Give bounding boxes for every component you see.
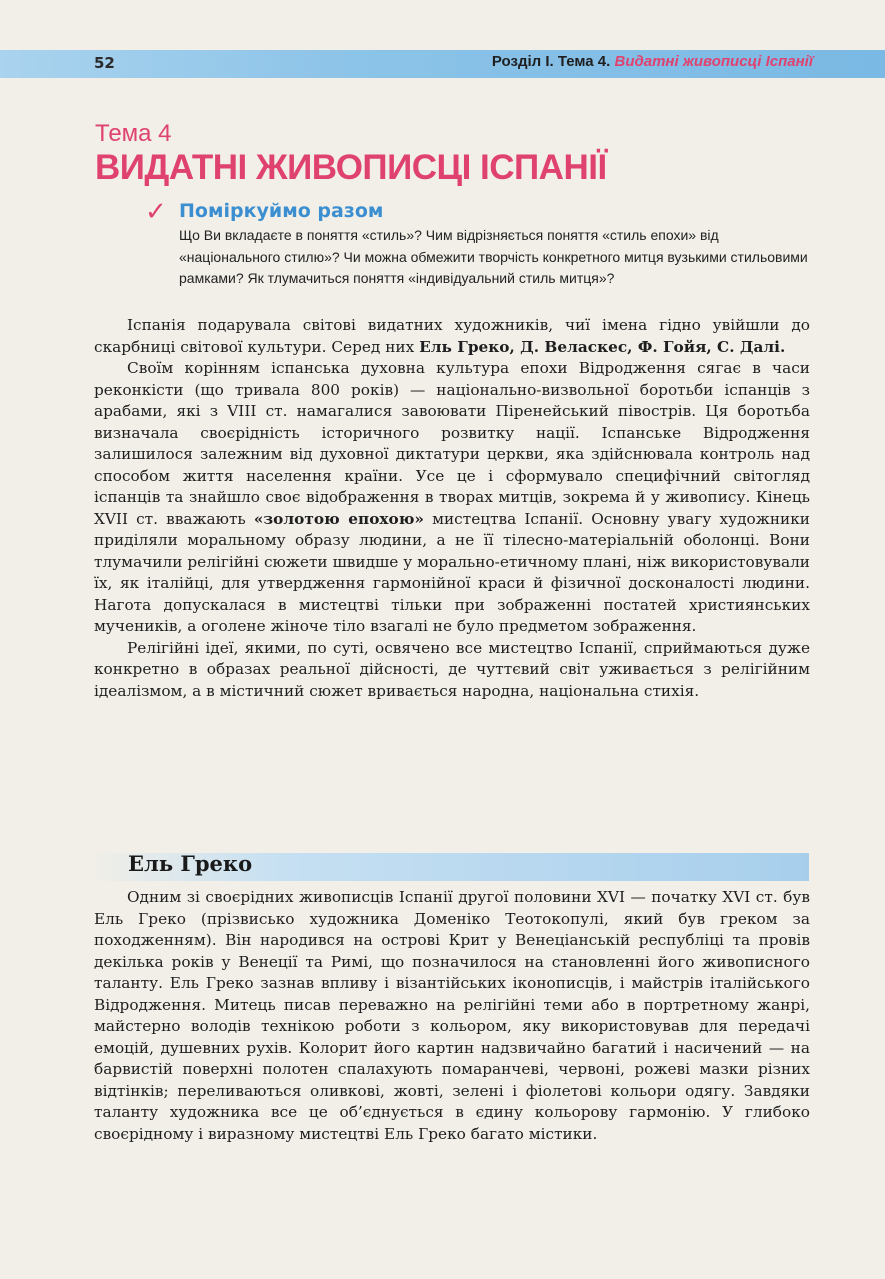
el-greco-text	[94, 887, 810, 1145]
running-head	[492, 53, 813, 70]
think-together-title: Поміркуймо разом	[179, 200, 384, 222]
intro-p2-text-a: Своїм корінням іспанська духовна культура епохи Відродження сягає в часи реконкісти (що тривала 800 років) — національно-визвольної боротьби іспанців з арабами, які з VIII ст. намагалися завоювати Піренейський півострів. Ця боротьба визначала своєрідність історичного розвитку нації. Іспанське Відродження залишилося залежним від духовної диктатури церкви, яка здійснювала контроль над способом життя населення країни. Усе це і сформувало специфічний світогляд іспанців та знайшло своє відображення в творах митців, зокрема й у живопису. Кінець XVII ст. вважають	[94, 359, 810, 528]
running-head-topic: Видатні живописці Іспанії	[614, 53, 813, 70]
running-head-section: Розділ І. Тема 4.	[491, 53, 611, 70]
golden-age-term: «золотою епохою»	[253, 509, 424, 528]
intro-paragraph-3: Релігійні ідеї, якими, по суті, освячено все мистецтво Іспанії, сприймаються дуже конкретно в образах реальної дійсності, де чуттєвий світ уживається з релігійним ідеалізмом, а в містичний сюжет вривається народна, національна стихія.	[94, 638, 810, 700]
page-number: 52	[94, 54, 115, 72]
page-title: ВИДАТНІ ЖИВОПИСЦІ ІСПАНІЇ	[95, 148, 607, 187]
intro-p2-text-b: мистецтва Іспанії. Основну увагу художники приділяли моральному образу людини, а не її тілесно-матеріальній оболонці. Вони тлумачили релігійні сюжети швидше у морально-етичному плані, ніж використовували їх, як італійці, для утвердження гармонійної краси й фізичної досконалості людини. Нагота допускалася в мистецтві тільки при зображенні постатей християнських мучеників, а оголене жіноче тіло взагалі не було предметом зображення.	[94, 509, 810, 635]
artist-names: Ель Греко, Д. Веласкес, Ф. Гойя, С. Далі.	[419, 337, 786, 356]
intro-p1-text: Іспанія подарувала світові видатних художників, чиї імена гідно увійшли до скарбниці світової культури. Серед них	[94, 316, 810, 356]
intro-paragraph-2	[94, 358, 810, 638]
intro-text	[94, 315, 810, 702]
think-together-questions: Що Ви вкладаєте в поняття «стиль»? Чим відрізняється поняття «стиль епохи» від «національного стилю»? Чи можна обмежити творчість конкретного митця вузькими стильовими рамками? Як тлумачиться поняття «індивідуальний стиль митця»?	[179, 227, 808, 286]
el-greco-paragraph: Одним зі своєрідних живописців Іспанії другої половини XVI — початку XVI ст. був Ель Греко (прізвисько художника Доменіко Теотокопулі, який був греком за походженням). Він народився на острові Крит у Венеціанській республіці та провів декілька років у Венеції та Римі, що позначилося на становленні його живописного таланту. Ель Греко зазнав впливу і візантійських іконописців, і майстрів італійського Відродження. Митець писав переважно на релігійні теми або в портретному жанрі, майстерно володів технікою роботи з кольором, яку використовував для передачі емоцій, душевних рухів. Колорит його картин надзвичайно багатий і насичений — на барвистій поверхні полотен спалахують помаранчеві, червоні, рожеві мазки різних відтінків; переливаються оливкові, жовті, зелені і фіолетові кольори одягу. Завдяки таланту художника все це об’єднується в єдину кольорову гармонію. У глибоко своєрідному і виразному мистецтві Ель Греко багато містики.	[94, 888, 810, 1143]
check-icon: ✓	[145, 197, 167, 227]
theme-label: Тема 4	[95, 120, 172, 147]
section-heading: Ель Греко	[128, 851, 253, 876]
intro-paragraph-1	[94, 315, 810, 358]
